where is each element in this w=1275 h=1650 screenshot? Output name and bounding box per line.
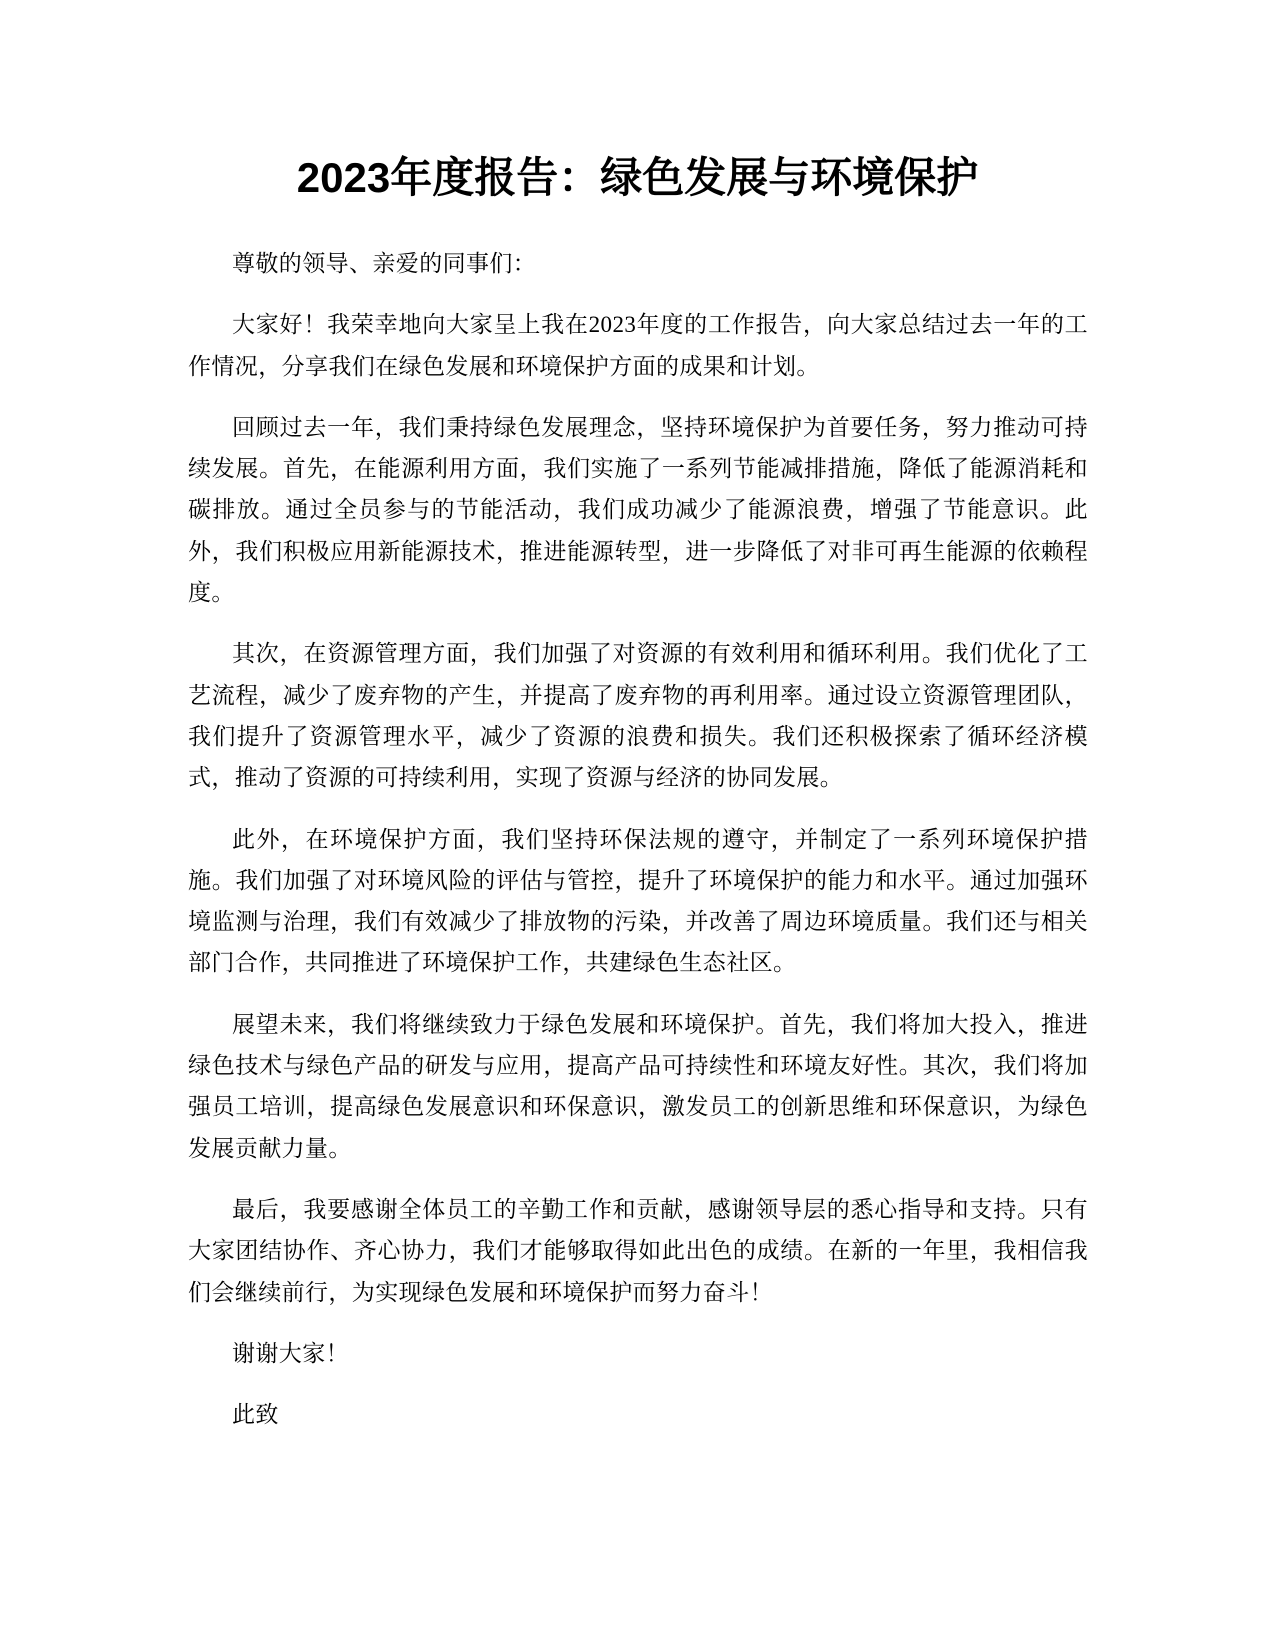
paragraph-outlook: 展望未来，我们将继续致力于绿色发展和环境保护。首先，我们将加大投入，推进绿色技术与绿色产品的研发与应用，提高产品可持续性和环境友好性。其次，我们将加强员工培训，提高绿色发展意识和环保意识，激发员工的创新思维和环保意识，为绿色发展贡献力量。 (188, 1011, 1088, 1161)
paragraph-environment-protection: 此外，在环境保护方面，我们坚持环保法规的遵守，并制定了一系列环境保护措施。我们加强了对环境风险的评估与管控，提升了环境保护的能力和水平。通过加强环境监测与治理，我们有效减少了排放物的污染，并改善了周边环境质量。我们还与相关部门合作，共同推进了环境保护工作，共建绿色生态社区。 (188, 826, 1088, 976)
paragraph-review-energy: 回顾过去一年，我们秉持绿色发展理念，坚持环境保护为首要任务，努力推动可持续发展。首先，在能源利用方面，我们实施了一系列节能减排措施，降低了能源消耗和碳排放。通过全员参与的节能活动，我们成功减少了能源浪费，增强了节能意识。此外，我们积极应用新能源技术，推进能源转型，进一步降低了对非可再生能源的依赖程度。 (188, 414, 1088, 606)
paragraph-thanks: 最后，我要感谢全体员工的辛勤工作和贡献，感谢领导层的悉心指导和支持。只有大家团结协作、齐心协力，我们才能够取得如此出色的成绩。在新的一年里，我相信我们会继续前行，为实现绿色发展和环境保护而努力奋斗！ (188, 1196, 1088, 1305)
closing-regards: 此致 (232, 1402, 279, 1428)
closing-thanks: 谢谢大家！ (232, 1340, 349, 1366)
salutation: 尊敬的领导、亲爱的同事们： (232, 251, 537, 276)
document-body (188, 243, 1088, 1455)
paragraph-resource-management: 其次，在资源管理方面，我们加强了对资源的有效利用和循环利用。我们优化了工艺流程，减少了废弃物的产生，并提高了废弃物的再利用率。通过设立资源管理团队，我们提升了资源管理水平，减少了资源的浪费和损失。我们还积极探索了循环经济模式，推动了资源的可持续利用，实现了资源与经济的协同发展。 (188, 641, 1088, 791)
paragraph-intro: 大家好！我荣幸地向大家呈上我在2023年度的工作报告，向大家总结过去一年的工作情况，分享我们在绿色发展和环境保护方面的成果和计划。 (188, 312, 1088, 379)
document-title: 2023年度报告：绿色发展与环境保护 (296, 154, 979, 201)
